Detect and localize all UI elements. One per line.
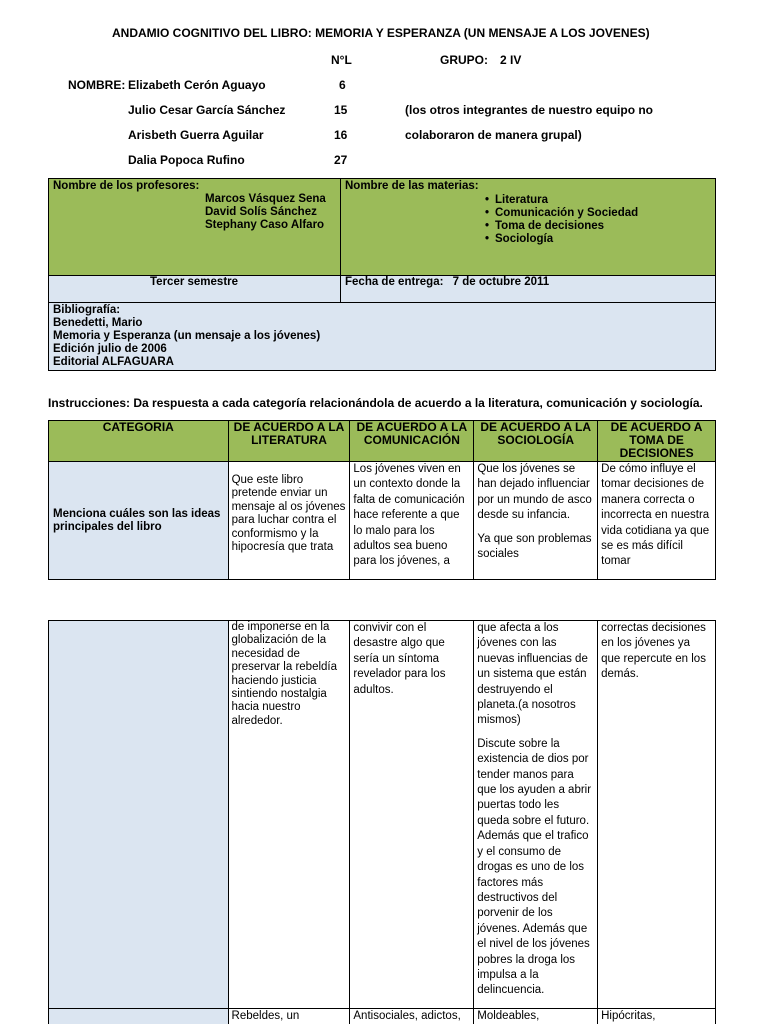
profesores-label: Nombre de los profesores: (53, 180, 200, 192)
column-header-literatura: DE ACUERDO A LA LITERATURA (228, 421, 350, 462)
table-row (49, 1009, 716, 1024)
column-header-sociologia: DE ACUERDO A LA SOCIOLOGÍA (474, 421, 598, 462)
member-name: Arisbeth Guerra Aguilar (128, 128, 264, 142)
sociologia-cell (474, 621, 598, 1009)
category-cell (49, 1009, 229, 1024)
member-nl: 27 (334, 153, 348, 167)
decisiones-cell: correctas decisiones en los jóvenes ya que repercute en los demás. (598, 621, 716, 1009)
profesor-name: Stephany Caso Alfaro (205, 219, 325, 231)
materia-item: • Comunicación y Sociedad (485, 207, 711, 220)
column-header-comunicacion: DE ACUERDO A LA COMUNICACIÓN (350, 421, 474, 462)
member-name: Julio Cesar García Sánchez (128, 103, 286, 117)
sociologia-paragraph: Ya que son problemas sociales (477, 532, 592, 561)
literatura-cell: Que este libro pretende enviar un mensaje al os jóvenes para luchar contra el conformismo y la hipocresía que trata (228, 462, 350, 580)
materia-item: • Sociología (485, 233, 711, 246)
team-note-line1: (los otros integrantes de nuestro equipo no (405, 103, 654, 117)
nombre-label: NOMBRE: (68, 78, 126, 92)
sociologia-paragraph: Discute sobre la existencia de dios por tender manos para que los ayuden a abrir puertas todo les queda sobre el futuro. Además que el trafico y el consumo de drogas es uno de los factores más destructivos del porvenir de los jóvenes. Además que el nivel de los jóvenes pobres la droga los impulsa a la delincuencia. (477, 737, 592, 997)
comunicacion-cell: Los jóvenes viven en un contexto donde la falta de comunicación hace referente a que lo malo para los adultos sea bueno para los jóvenes, a (350, 462, 474, 580)
comunicacion-cell: convivir con el desastre algo que sería un síntoma revelador para los adultos. (350, 621, 474, 1009)
member-name: Dalia Popoca Rufino (128, 153, 245, 167)
grupo-label: GRUPO: (440, 53, 488, 67)
bibliografia-edition: Edición julio de 2006 (53, 343, 167, 355)
main-table (48, 420, 716, 580)
semestre-cell (49, 276, 341, 303)
bibliografia-publisher: Editorial ALFAGUARA (53, 356, 174, 368)
decisiones-cell: De cómo influye el tomar decisiones de manera correcta o incorrecta en nuestra vida cotidiana ya que se es más difícil tomar (598, 462, 716, 580)
bibliografia-title: Memoria y Esperanza (un mensaje a los jóvenes) (53, 330, 321, 342)
member-nl: 15 (334, 103, 348, 117)
category-cell (49, 621, 229, 1009)
profesor-name: Marcos Vásquez Sena (205, 193, 326, 205)
member-name: Elizabeth Cerón Aguayo (128, 78, 266, 92)
materia-item: • Literatura (485, 194, 711, 207)
bibliografia-author: Benedetti, Mario (53, 317, 143, 329)
member-nl: 6 (339, 78, 346, 92)
fecha-cell (341, 276, 716, 303)
team-note-line2: colaboraron de manera grupal) (405, 128, 582, 142)
sociologia-paragraph: Que los jóvenes se han dejado influenciar por un mundo de asco desde su infancia. (477, 463, 592, 522)
semestre-value: Tercer semestre (150, 276, 239, 288)
bibliografia-cell (49, 303, 716, 371)
member-nl: 16 (334, 128, 348, 142)
table-row (49, 462, 716, 580)
table-row (49, 621, 716, 1009)
fecha-value: 7 de octubre 2011 (452, 276, 550, 288)
sociologia-paragraph: que afecta a los jóvenes con las nuevas influencias de un sistema que están destruyendo el planeta.(a nosotros mismos) (477, 622, 588, 727)
category-cell: Menciona cuáles son las ideas principales del libro (49, 462, 229, 580)
materias-label: Nombre de las materias: (345, 180, 479, 192)
fecha-label: Fecha de entrega: (345, 276, 444, 288)
sociologia-cell (474, 462, 598, 580)
instructions-text: Instrucciones: Da respuesta a cada categoría relacionándola de acuerdo a la literatura, comunicación y sociología. (48, 396, 703, 410)
bibliografia-label: Bibliografía: (53, 304, 121, 316)
profesor-name: David Solís Sánchez (205, 206, 317, 218)
column-header-decisiones: DE ACUERDO A TOMA DE DECISIONES (598, 421, 716, 462)
profesores-cell (49, 179, 341, 276)
nl-label: N°L (331, 53, 352, 67)
decisiones-cell: Hipócritas, (598, 1009, 716, 1024)
materia-item: • Toma de decisiones (485, 220, 711, 233)
continuation-table (48, 620, 716, 1024)
sociologia-cell: Moldeables, (474, 1009, 598, 1024)
column-header-categoria: CATEGORIA (49, 421, 229, 462)
grupo-value: 2 IV (500, 53, 522, 67)
document-title: ANDAMIO COGNITIVO DEL LIBRO: MEMORIA Y ESPERANZA (UN MENSAJE A LOS JOVENES) (112, 26, 650, 40)
materias-cell (341, 179, 716, 276)
literatura-cell: de imponerse en la globalización de la necesidad de preservar la rebeldía haciendo justicia sintiendo nostalgia hacia nuestro alrededor. (228, 621, 350, 1009)
literatura-cell: Rebeldes, un (228, 1009, 350, 1024)
comunicacion-cell: Antisociales, adictos, (350, 1009, 474, 1024)
info-table (48, 178, 716, 371)
